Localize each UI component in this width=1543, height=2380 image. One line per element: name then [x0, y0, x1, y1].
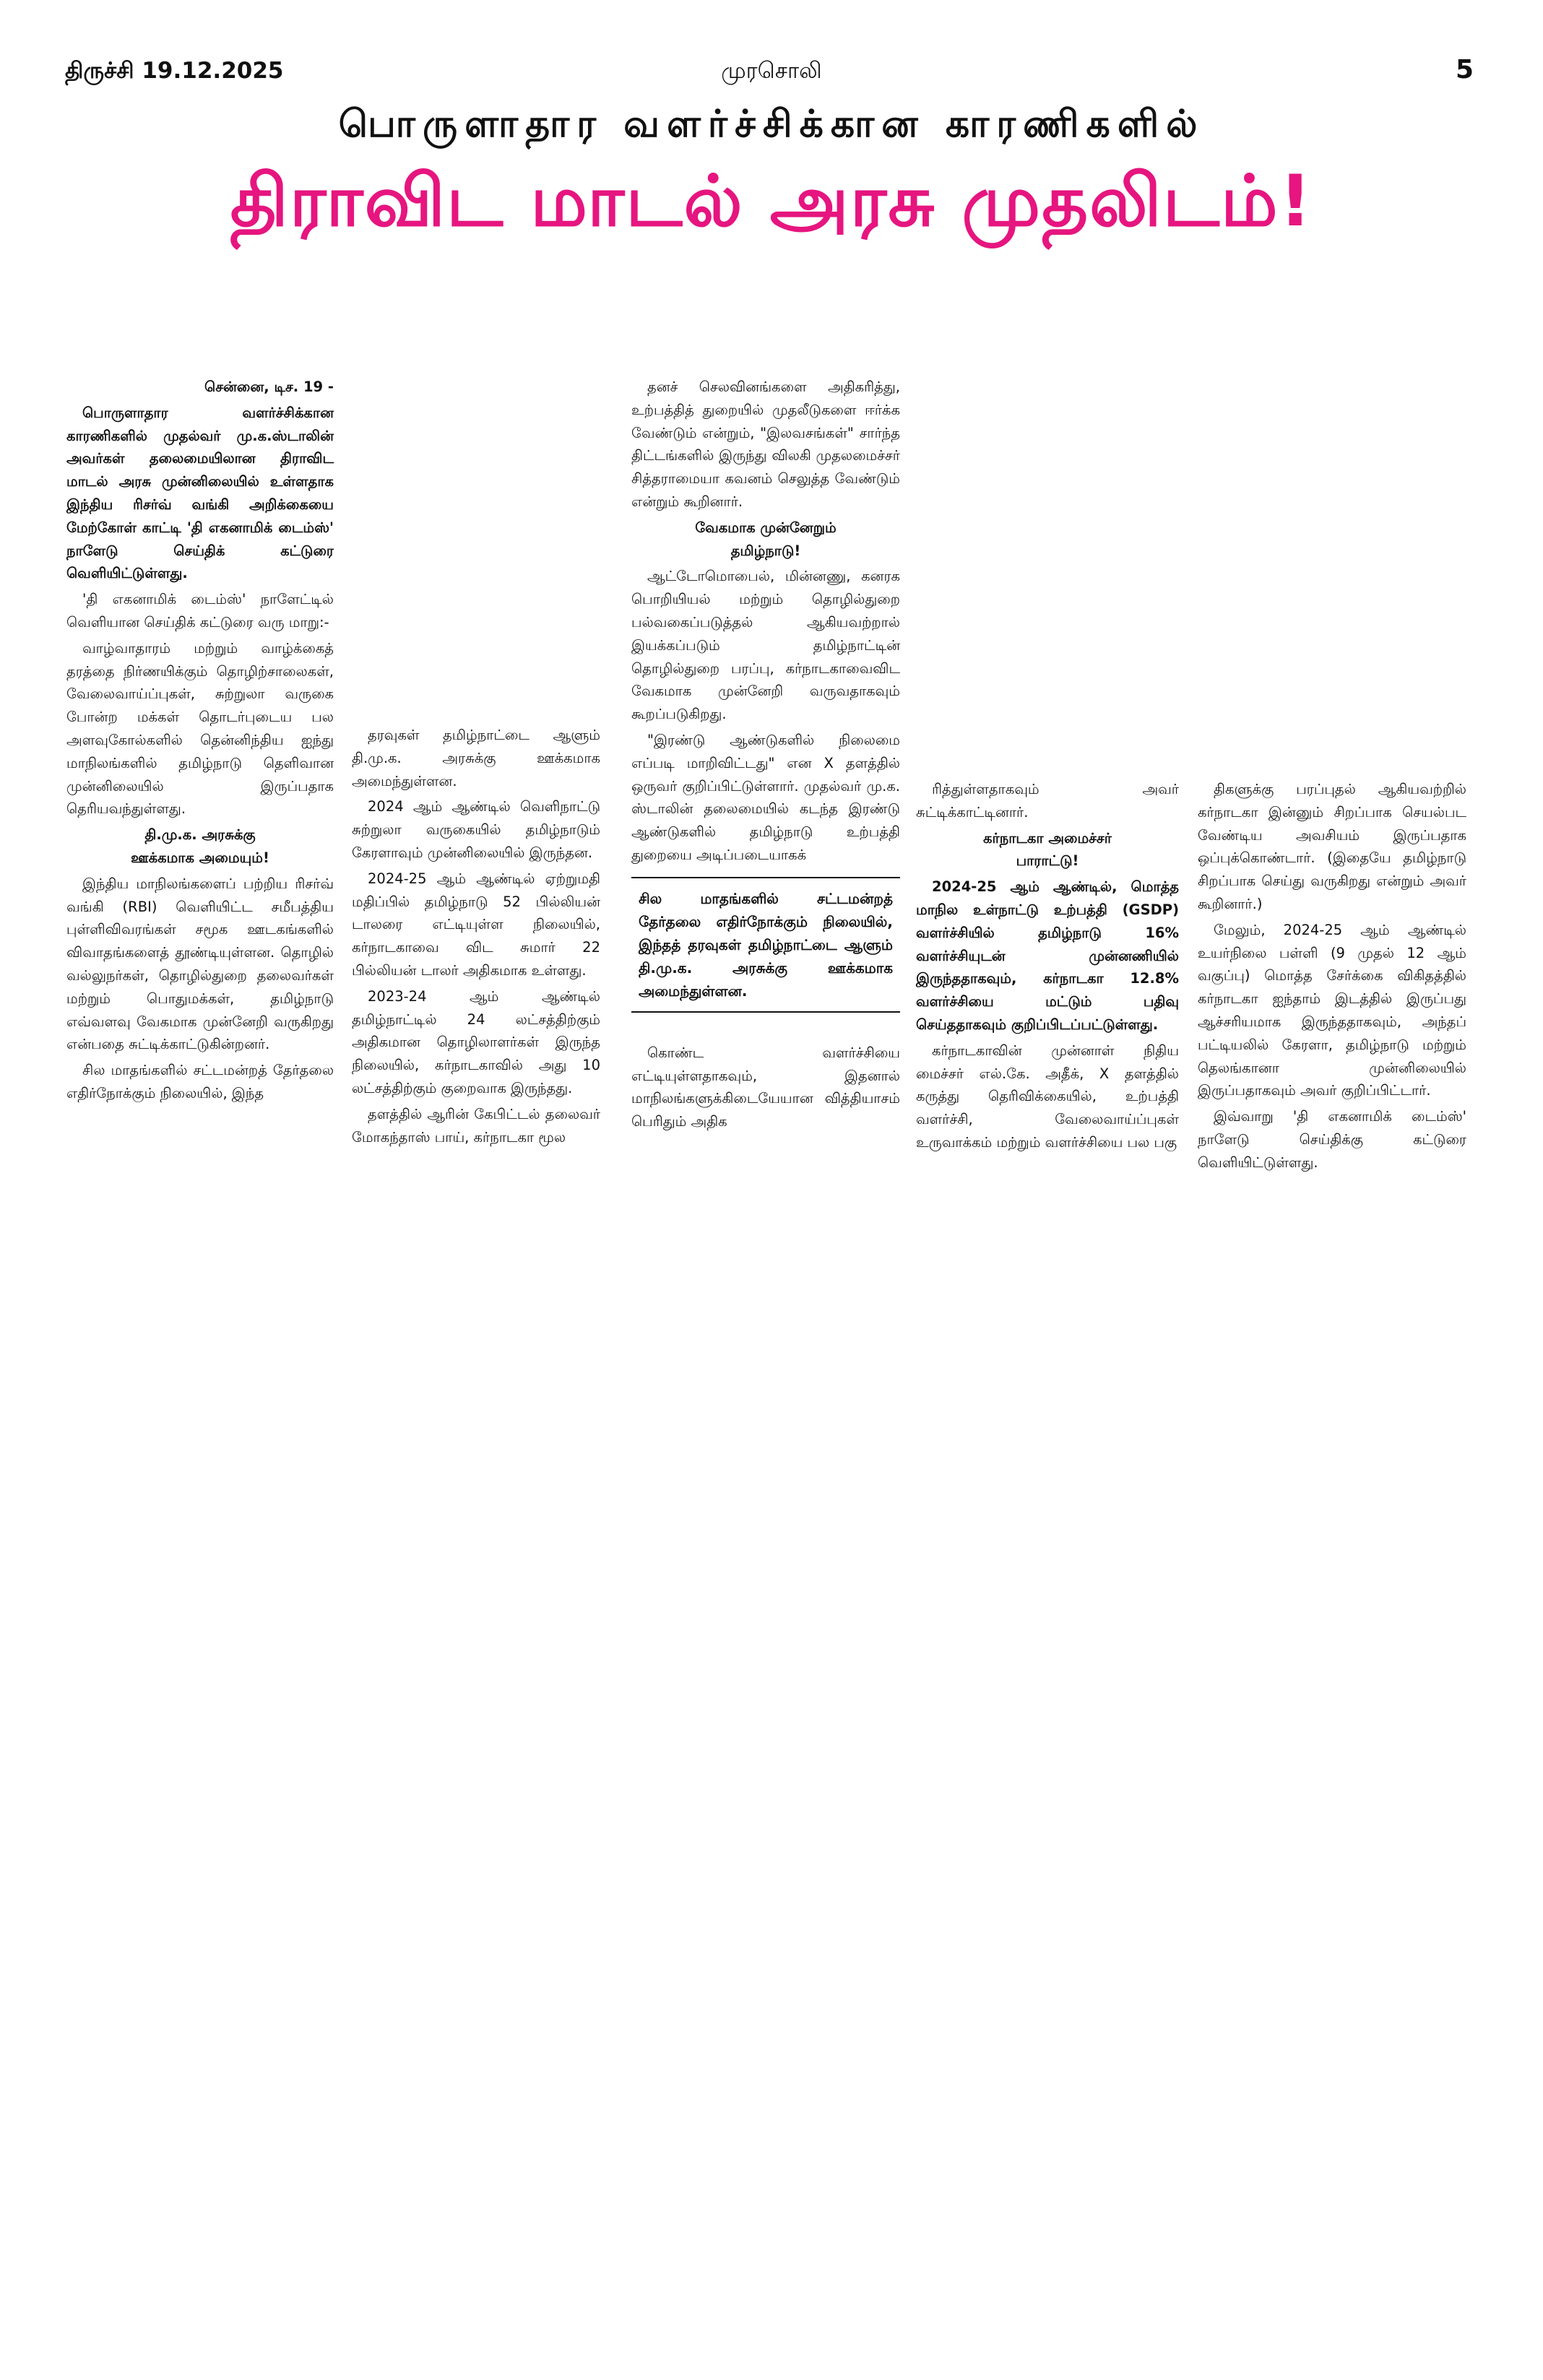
article-column-4 [916, 778, 1179, 1157]
newspaper-name: முரசொலி [721, 58, 822, 84]
paragraph: "இரண்டு ஆண்டுகளில் நிலைமை எப்படி மாறிவிட்டது" என X தளத்தில் ஒருவர் குறிப்பிட்டுள்ளார். முதல்வர் மு.க. ஸ்டாலின் தலைமையில் கடந்த இரண்டு ஆண்டுகளில் தமிழ்நாடு உற்பத்தி துறையை அடிப்படையாகக் [631, 731, 900, 863]
paragraph: சில மாதங்களில் சட்டமன்றத் தேர்தலை எதிர்நோக்கும் நிலையில், இந்த [66, 1062, 334, 1102]
subheading-line: கர்நாடகா அமைச்சர் [983, 829, 1112, 847]
paragraph: திகளுக்கு பரப்புதல் ஆகியவற்றில் கர்நாடகா இன்னும் சிறப்பாக செயல்பட வேண்டிய அவசியம் இருப்பதாக ஒப்புக்கொண்டார். (இதையே தமிழ்நாடு சிறப்பாக செய்து வருகிறது என்றும் அவர் கூறினார்.) [1198, 781, 1466, 912]
paragraph: இவ்வாறு 'தி எகனாமிக் டைம்ஸ்' நாளேடு செய்திக்கு கட்டுரை வெளியிட்டுள்ளது. [1198, 1108, 1466, 1171]
paragraph: தனச் செலவினங்களை அதிகரித்து, உற்பத்தித் துறையில் முதலீடுகளை ஈர்க்க வேண்டும் என்றும், "இலவசங்கள்" சார்ந்த திட்டங்களில் இருந்து விலகி முதலமைச்சர் சித்தராமையா கவனம் செலுத்த வேண்டும் என்றும் கூறினார். [631, 378, 900, 510]
subheading [916, 827, 1179, 873]
paragraph: 2024-25 ஆம் ஆண்டில், மொத்த மாநில உள்நாட்டு உற்பத்தி (GSDP) வளர்ச்சியில் தமிழ்நாடு 16% வளர்ச்சியுடன் முன்னணியில் இருந்ததாகவும், கர்நாடகா 12.8% வளர்ச்சியை மட்டும் பதிவு செய்ததாகவும் குறிப்பிடப்பட்டுள்ளது. [916, 878, 1179, 1033]
paragraph: தளத்தில் ஆரின் கேபிட்டல் தலைவர் மோகந்தாஸ் பாய், கர்நாடகா மூல [352, 1105, 600, 1146]
subheading [631, 516, 900, 563]
paragraph: 2024 ஆம் ஆண்டில் வெளிநாட்டு சுற்றுலா வருகையில் தமிழ்நாடும் கேரளாவும் முன்னிலையில் இருந்தன. [352, 798, 600, 861]
subheading-line: தமிழ்நாடு! [730, 542, 801, 559]
headline-kicker: பொருளாதார வளர்ச்சிக்கான காரணிகளில் [338, 103, 1205, 146]
paragraph: 2023-24 ஆம் ஆண்டில் தமிழ்நாட்டில் 24 லட்சத்திற்கும் அதிகமான தொழிலாளர்கள் இருந்த நிலையில், கர்நாடகாவில் அது 10 லட்சத்திற்கும் குறைவாக இருந்தது. [352, 987, 600, 1096]
paragraph: ரித்துள்ளதாகவும் அவர் சுட்டிக்காட்டினார். [916, 781, 1179, 821]
paragraph: இந்திய மாநிலங்களைப் பற்றிய ரிசர்வ் வங்கி (RBI) வெளியிட்ட சமீபத்திய புள்ளிவிவரங்கள் சமூக ஊடகங்களில் விவாதங்களைத் தூண்டியுள்ளன. தொழில் வல்லுநர்கள், தொழில்துறை தலைவர்கள் மற்றும் பொதுமக்கள், தமிழ்நாடு எவ்வளவு வேகமாக முன்னேறி வருகிறது என்பதை சுட்டிக்காட்டுகின்றனர். [66, 875, 334, 1053]
paragraph: ஆட்டோமொபைல், மின்னணு, கனரக பொறியியல் மற்றும் தொழில்துறை பல்வகைப்படுத்தல் ஆகியவற்றால் இயக்கப்படும் தமிழ்நாட்டின் தொழில்துறை பரப்பு, கர்நாடகாவைவிட வேகமாக முன்னேறி வருவதாகவும் கூறப்படுகிறது. [631, 568, 900, 723]
paragraph: கர்நாடகாவின் முன்னாள் நிதிய மைச்சர் எல்.கே. அதீக், X தளத்தில் கருத்து தெரிவிக்கையில், உற்பத்தி வளர்ச்சி, வேலைவாய்ப்புகள் உருவாக்கம் மற்றும் வளர்ச்சியை பல பகு [916, 1042, 1179, 1151]
article-column-5 [1198, 778, 1466, 1177]
paragraph: 'தி எகனாமிக் டைம்ஸ்' நாளேட்டில் வெளியான செய்திக் கட்டுரை வரு மாறு:- [66, 591, 334, 631]
lead-paragraph: பொருளாதார வளர்ச்சிக்கான காரணிகளில் முதல்வர் மு.க.ஸ்டாலின் அவர்கள் தலைமையிலான திராவிட மாடல் அரசு முன்னிலையில் உள்ளதாக இந்திய ரிசர்வ் வங்கி அறிக்கையை மேற்கோள் காட்டி 'தி எகனாமிக் டைம்ஸ்' நாளேடு செய்திக் கட்டுரை வெளியிட்டுள்ளது. [66, 404, 334, 582]
article-column-2 [352, 724, 600, 1151]
paragraph: வாழ்வாதாரம் மற்றும் வாழ்க்கைத் தரத்தை நிர்ணயிக்கும் தொழிற்சாலைகள், வேலைவாய்ப்புகள், சுற்றுலா வருகை போன்ற மக்கள் தொடர்புடைய பல அளவுகோல்களில் தென்னிந்திய ஐந்து மாநிலங்களில் தமிழ்நாடு தெளிவான முன்னிலையில் இருப்பதாக தெரியவந்துள்ளது. [66, 639, 334, 818]
pull-quote: சில மாதங்களில் சட்டமன்றத் தேர்தலை எதிர்நோக்கும் நிலையில், இந்தத் தரவுகள் தமிழ்நாட்டை ஆளும் தி.மு.க. அரசுக்கு ஊக்கமாக அமைந்துள்ளன. [631, 877, 900, 1013]
paragraph: 2024-25 ஆம் ஆண்டில் ஏற்றுமதி மதிப்பில் தமிழ்நாடு 52 பில்லியன் டாலரை எட்டியுள்ள நிலையில், கர்நாடகாவை விட சுமார் 22 பில்லியன் டாலர் அதிகமாக உள்ளது. [352, 870, 600, 979]
subheading-line: வேகமாக முன்னேறும் [695, 519, 837, 536]
subheading-line: தி.மு.க. அரசுக்கு [144, 826, 256, 844]
dateline: சென்னை, டிச. 19 - [204, 378, 334, 395]
subheading [66, 823, 334, 870]
page-number: 5 [1455, 55, 1474, 85]
edition-city-date: திருச்சி 19.12.2025 [65, 58, 284, 84]
subheading-line: பாராட்டு! [1016, 852, 1079, 870]
main-headline: திராவிட மாடல் அரசு முதலிடம்! [230, 160, 1313, 243]
article-column-3 [631, 376, 900, 1136]
paragraph: மேலும், 2024-25 ஆம் ஆண்டில் உயர்நிலை பள்ளி (9 முதல் 12 ஆம் வகுப்பு) மொத்த சேர்க்கை விகிதத்தில் கர்நாடகா ஐந்தாம் இடத்தில் இருப்பது ஆச்சரியமாக இருந்ததாகவும், அந்தப் பட்டியலில் கேரளா, தமிழ்நாடு மற்றும் தெலங்கானா முன்னிலையில் இருப்பதாகவும் அவர் குறிப்பிட்டார். [1198, 921, 1466, 1099]
subheading-line: ஊக்கமாக அமையும்! [131, 849, 269, 866]
article-column-1 [66, 376, 334, 1108]
paragraph: தரவுகள் தமிழ்நாட்டை ஆளும் தி.மு.க. அரசுக்கு ஊக்கமாக அமைந்துள்ளன. [352, 727, 600, 789]
paragraph: கொண்ட வளர்ச்சியை எட்டியுள்ளதாகவும், இதனால் மாநிலங்களுக்கிடையேயான வித்தியாசம் பெரிதும் அதிக [631, 1044, 900, 1130]
